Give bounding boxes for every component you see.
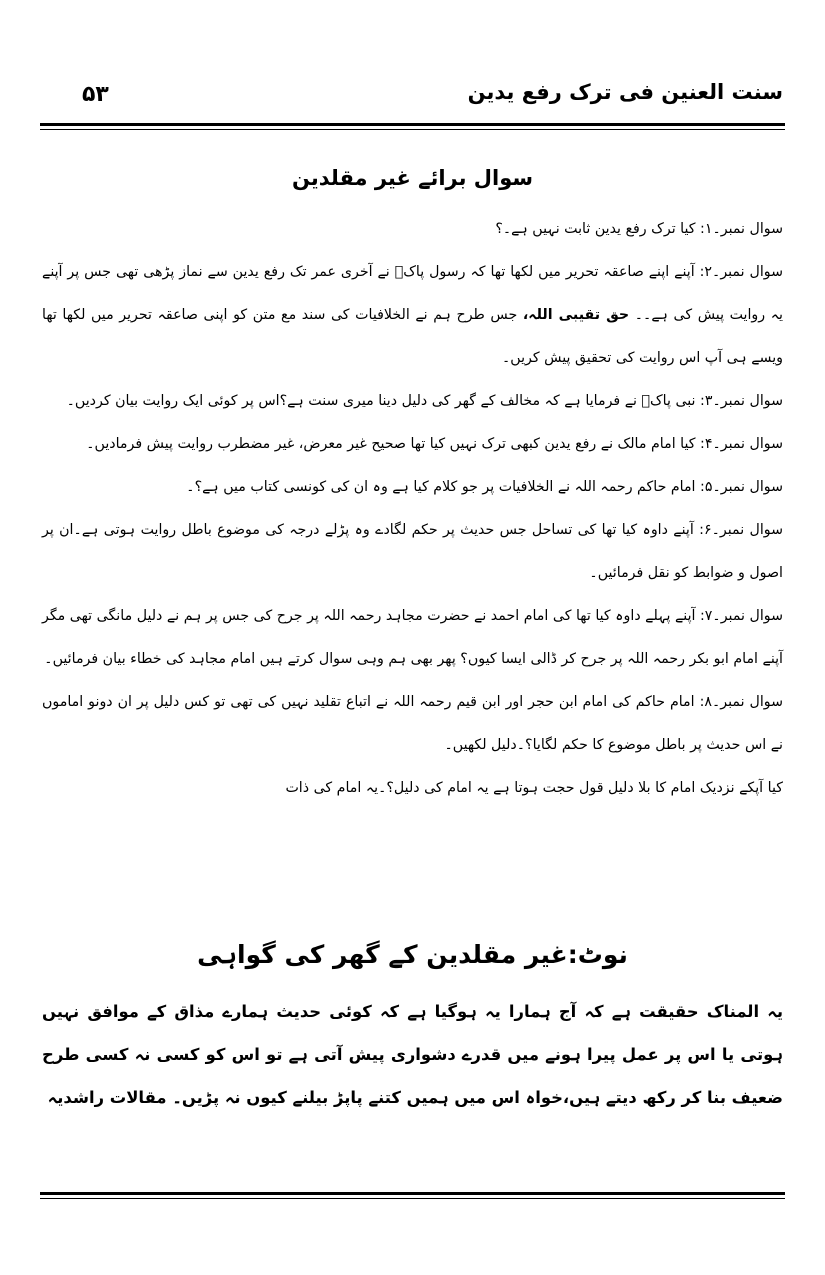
note-source: مقالات راشدیہ (47, 1088, 167, 1107)
question-text: امام حاکم کی امام ابن حجر اور ابن قیم رحمہ اللہ نے اتباع تقلید نہیں کی تھی تو کس دلیل پر ان دونو اماموں نے اس حدیث پر باطل موضوع کا حکم لگایا؟۔دلیل لکھیں۔ (42, 694, 783, 753)
closing-question (42, 767, 783, 810)
question-2 (42, 251, 783, 380)
question-label: سوال نمبر۔۶: (699, 522, 783, 538)
question-text-continued: جس طرح ہم نے الخلافیات کی سند مع متن کو اپنی صاعقہ تحریر میں لکھا تھا ویسے ہی آپ اس روایت کی تحقیق پیش کریں۔ (42, 307, 783, 366)
question-emphasis: حق تقیبی اللہ، (522, 307, 630, 323)
question-label: سوال نمبر۔۲: (699, 264, 783, 280)
page-header (42, 78, 783, 118)
note-text: یہ المناک حقیقت ہے کہ آج ہمارا یہ ہوگیا ہے کہ کوئی حدیث ہمارے مذاق کے موافق نہیں ہوتی یا اس پر عمل پیرا ہونے میں قدرے دشواری پیش آتی ہے تو اس کو کسی نہ کسی طرح ضعیف بنا کر رکھ دیتے ہیں،خواہ اس میں ہمیں کتنے پاپڑ بیلنے کیوں نہ پڑیں۔ (42, 1002, 783, 1107)
header-rule-thick (40, 123, 785, 126)
section-title-note: نوٹ:غیر مقلدین کے گھر کی گواہی (197, 940, 628, 969)
question-6 (42, 509, 783, 595)
book-title: سنت العنین فی ترک رفع یدین (467, 80, 783, 104)
question-text: آپنے اپنے صاعقہ تحریر میں لکھا تھا کہ رسول پاکؐ نے آخری عمر تک رفع یدین سے نماز پڑھی تھی جس پر آپنے یہ روایت پیش کی ہے۔۔ (42, 264, 783, 323)
question-text: امام حاکم رحمہ اللہ نے الخلافیات پر جو کلام کیا ہے وہ ان کی کونسی کتاب میں ہے؟۔ (186, 479, 696, 495)
note-paragraph (42, 990, 783, 1119)
header-rule-thin (40, 129, 785, 130)
footer-rule-thick (40, 1192, 785, 1195)
question-3 (42, 380, 783, 423)
question-4 (42, 423, 783, 466)
question-label: سوال نمبر۔۵: (700, 479, 783, 495)
question-label: سوال نمبر۔۷: (700, 608, 783, 624)
question-label: سوال نمبر۔۴: (700, 436, 783, 452)
questions-list (42, 208, 783, 810)
question-text: آپنے داوہ کیا تھا کی تساحل جس حدیث پر حکم لگادے وہ پڑلے درجہ کی موضوع باطل روایت ہوتی ہے۔ان پر اصول و ضوابط کو نقل فرمائیں۔ (42, 522, 783, 581)
question-label: سوال نمبر۔۱: (700, 221, 783, 237)
question-5 (42, 466, 783, 509)
question-label: سوال نمبر۔۸: (699, 694, 783, 710)
question-text: کیا امام مالک نے رفع یدین کبھی ترک نہیں کیا تھا صحیح غیر معرض، غیر مضطرب روایت پیش فرمادیں۔ (86, 436, 696, 452)
question-text: کیا ترک رفع یدین ثابت نہیں ہے۔؟ (495, 221, 696, 237)
page-number: ۵۳ (82, 82, 109, 107)
question-7 (42, 595, 783, 681)
question-1 (42, 208, 783, 251)
question-label: سوال نمبر۔۳: (700, 393, 783, 409)
question-text: آپنے پہلے داوہ کیا تھا کی امام احمد نے حضرت مجاہد رحمہ اللہ پر جرح کی جس پر ہم نے دلیل مانگی تھی مگر آپنے امام ابو بکر رحمہ اللہ پر جرح کر ڈالی ایسا کیوں؟ پھر بھی ہم وہی سوال کرتے ہیں امام مجاہد کی خطاء بیان فرمائیں۔ (42, 608, 783, 667)
question-text: نبی پاکؐ نے فرمایا ہے کہ مخالف کے گھر کی دلیل دینا میری سنت ہے؟اس پر کوئی ایک روایت بیان کردیں۔ (66, 393, 696, 409)
question-8 (42, 681, 783, 767)
question-text: کیا آپکے نزدیک امام کا بلا دلیل قول حجت ہوتا ہے یہ امام کی دلیل؟۔یہ امام کی ذات (285, 780, 783, 796)
section-title-questions: سوال برائے غیر مقلدین (291, 166, 534, 190)
footer-rule-thin (40, 1198, 785, 1199)
note-block (42, 990, 783, 1119)
